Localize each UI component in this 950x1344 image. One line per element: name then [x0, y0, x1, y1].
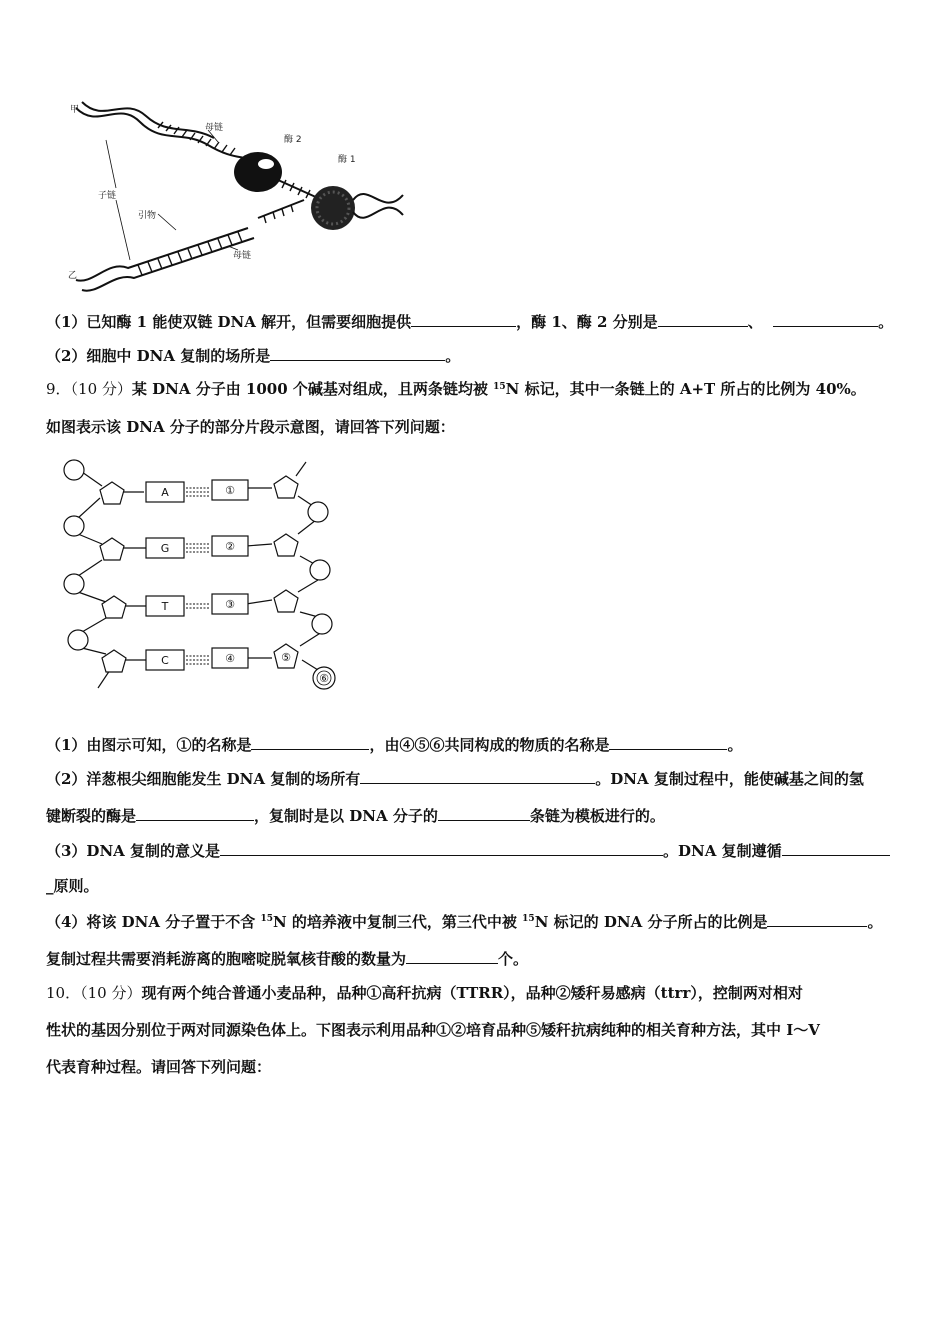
label-enzyme1: 酶 1	[338, 155, 356, 165]
q8-sub1-text: 。	[878, 313, 894, 331]
superscript: 15	[493, 382, 506, 392]
q9-sub2-text: 条链为模板进行的。	[529, 807, 665, 825]
q9-sub2-line1	[46, 768, 864, 789]
q10-text: 现有两个纯合普通小麦品种，品种①高秆抗病（TTRR），品种②矮秆易感病（ttrr），控制两对相对	[141, 984, 803, 1002]
q10-text: 性状的基因分别位于两对同源染色体上。下图表示利用品种①②培育品种⑤矮秆抗病纯种的相关育种方法，其中 I～V	[46, 1021, 820, 1039]
parent-top-rungs	[158, 122, 235, 155]
q9-sub4-text: （4）将该 DNA 分子置于不含	[46, 913, 261, 931]
answer-blank[interactable]	[773, 311, 878, 327]
base-left-label: G	[160, 542, 170, 555]
label-primer: 引物	[138, 211, 157, 221]
q8-sub2-text: （2）细胞中 DNA 复制的场所是	[46, 347, 271, 365]
deoxyribose-sugars	[100, 476, 298, 672]
answer-blank[interactable]	[609, 734, 727, 750]
q9-text: N 标记，其中一条链上的 A+T 所占的比例为 40%。	[505, 380, 866, 398]
q9-sub3-line1	[46, 840, 890, 861]
base-right-label: ④	[225, 652, 235, 665]
base-box	[146, 538, 184, 558]
q9-line2	[46, 417, 455, 437]
label-parent-bottom: 母链	[233, 251, 252, 261]
q9-sub3-text: _原则。	[46, 877, 99, 895]
q9-sub4-text: N 的培养液中复制三代，第三代中被	[273, 913, 523, 931]
q9-text: 某 DNA 分子由 1000 个碱基对组成，且两条链均被	[131, 380, 494, 398]
base-right-label: ③	[225, 598, 235, 611]
enzyme2-highlight	[258, 159, 274, 169]
q8-sub1-text: 、	[747, 313, 763, 331]
q9-sub2-text: 。DNA 复制过程中，能使碱基之间的氢	[595, 770, 864, 788]
hydrogen-bonds	[186, 488, 210, 664]
answer-blank[interactable]	[438, 805, 530, 821]
helix-right-a	[353, 194, 403, 203]
q10-text: 代表育种过程。请回答下列问题：	[46, 1058, 272, 1076]
question-number: 10．（10 分）	[46, 984, 142, 1002]
base-right-label: ①	[225, 484, 235, 497]
mark-five: ⑤	[281, 651, 291, 664]
q9-sub2-text: ，复制时是以 DNA 分子的	[254, 807, 438, 825]
base-right-label: ②	[225, 540, 235, 553]
parent-strand-bottom	[76, 228, 248, 281]
answer-blank[interactable]	[767, 911, 867, 927]
q10-line2	[46, 1020, 820, 1040]
lagging-segment	[258, 200, 304, 218]
answer-blank[interactable]	[270, 345, 445, 361]
answer-blank[interactable]	[251, 734, 369, 750]
base-left-label: A	[161, 486, 169, 499]
q8-sub1-text: ，酶 1、酶 2 分别是	[516, 313, 658, 331]
q9-sub4-line2	[46, 948, 528, 969]
label-child: 子链	[98, 191, 117, 201]
mark-six: ⑥	[319, 672, 329, 685]
q10-line1	[46, 983, 803, 1003]
q9-sub1-text: （1）由图示可知，①的名称是	[46, 736, 252, 754]
q8-sub1-text: （1）已知酶 1 能使双链 DNA 解开，但需要细胞提供	[46, 313, 412, 331]
base-box	[212, 480, 248, 500]
base-box	[212, 536, 248, 556]
answer-blank[interactable]	[360, 768, 595, 784]
q9-sub4-line1	[46, 911, 882, 932]
question-number: 9．（10 分）	[46, 380, 132, 398]
label-yi: 乙	[68, 271, 78, 281]
q9-sub4-text: N 标记的 DNA 分子所占的比例是	[534, 913, 768, 931]
answer-blank[interactable]	[782, 840, 890, 856]
base-box	[146, 650, 184, 670]
answer-blank[interactable]	[136, 805, 254, 821]
base-box	[146, 482, 184, 502]
answer-blank[interactable]	[406, 948, 498, 964]
q9-sub2-text: （2）洋葱根尖细胞能发生 DNA 复制的场所有	[46, 770, 361, 788]
q9-sub4-text: 。	[867, 913, 883, 931]
q9-text: 如图表示该 DNA 分子的部分片段示意图，请回答下列问题：	[46, 418, 455, 436]
enzyme2-shape	[234, 152, 282, 192]
q8-sub1	[46, 311, 893, 332]
q9-sub4-text: 个。	[498, 950, 529, 968]
dna-segment-figure	[60, 456, 340, 696]
q9-sub3-text: 。DNA 复制遵循	[663, 842, 782, 860]
q9-sub3-line2	[46, 876, 99, 896]
q9-sub2-text: 键断裂的酶是	[46, 807, 137, 825]
answer-blank[interactable]	[411, 311, 516, 327]
superscript: 15	[260, 914, 273, 924]
q10-line3	[46, 1057, 271, 1077]
q9-sub1	[46, 734, 742, 755]
base-left-label: T	[161, 600, 169, 613]
q9-sub1-text: ，由④⑤⑥共同构成的物质的名称是	[369, 736, 610, 754]
q8-sub2-text: 。	[445, 347, 461, 365]
bottom-rungs	[138, 232, 242, 275]
q9-sub2-line2	[46, 805, 665, 826]
helix-right-b	[353, 208, 403, 218]
superscript: 15	[522, 914, 535, 924]
base-box	[212, 648, 248, 668]
q8-sub2	[46, 345, 460, 366]
base-left-label: C	[161, 654, 169, 667]
dna-replication-figure	[68, 100, 408, 295]
q9-line1	[46, 379, 866, 399]
label-jia: 甲	[70, 105, 80, 115]
q9-sub3-text: （3）DNA 复制的意义是	[46, 842, 221, 860]
base-box	[146, 596, 184, 616]
q9-sub4-text: 复制过程共需要消耗游离的胞嘧啶脱氧核苷酸的数量为	[46, 950, 407, 968]
answer-blank[interactable]	[220, 840, 663, 856]
base-box	[212, 594, 248, 614]
answer-blank[interactable]	[658, 311, 748, 327]
label-parent-top: 母链	[205, 123, 224, 133]
parent-strand-top-2	[82, 102, 214, 138]
q9-sub1-text: 。	[727, 736, 743, 754]
label-enzyme2: 酶 2	[284, 135, 302, 145]
